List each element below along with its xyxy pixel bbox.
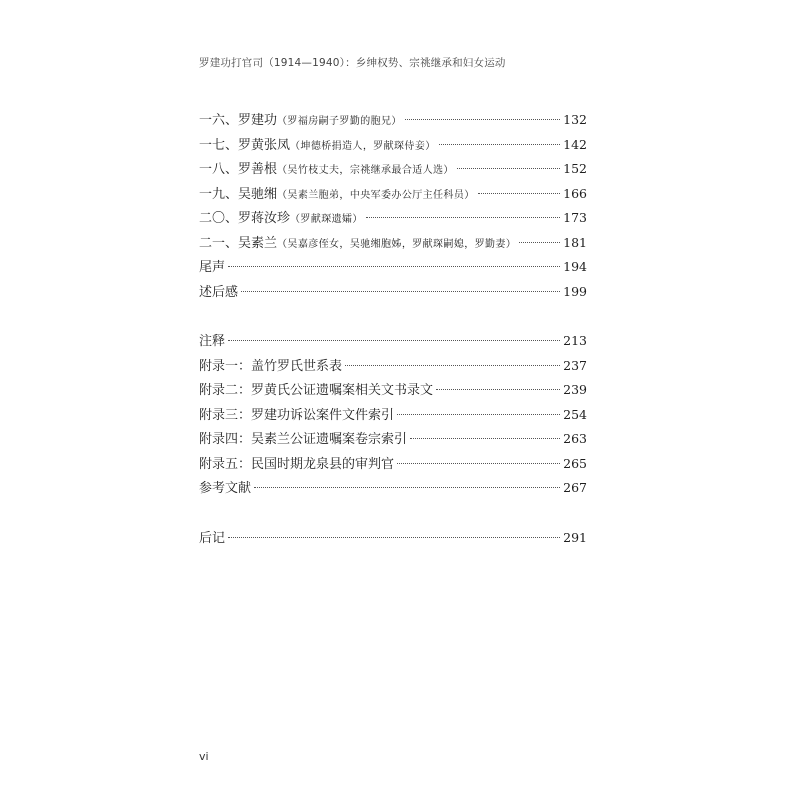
page-number: vi xyxy=(199,750,209,763)
toc-entry-title-text: 附录三：罗建功诉讼案件文件索引 xyxy=(199,407,395,423)
toc-entry-title-text: 尾声 xyxy=(199,260,226,275)
dot-leader xyxy=(228,266,560,267)
toc-entry[interactable] xyxy=(199,206,587,231)
toc-entry-title xyxy=(199,232,516,258)
toc-entry[interactable] xyxy=(199,133,587,158)
toc-entry-page-number: 199 xyxy=(563,283,587,299)
dot-leader xyxy=(228,537,560,538)
dot-leader xyxy=(439,144,561,145)
toc-entry[interactable] xyxy=(199,329,587,354)
toc-entry-subtitle: （吴竹枝丈夫，宗祧继承最合适人选） xyxy=(277,165,454,176)
toc-entry-page-number: 239 xyxy=(563,382,587,397)
toc-entry[interactable] xyxy=(199,255,587,280)
toc-entry-title xyxy=(199,207,363,233)
toc-entry[interactable] xyxy=(199,378,587,403)
toc-section-appendices xyxy=(199,329,587,501)
toc-entry-title-text: 参考文献 xyxy=(199,481,252,496)
toc-entry[interactable] xyxy=(199,182,587,207)
toc-entry-page-number: 254 xyxy=(563,406,587,422)
toc-entry-subtitle: （罗福房嗣子罗勤的胞兄） xyxy=(277,116,402,127)
toc-entry-title-text: 注释 xyxy=(199,334,226,349)
toc-entry-page-number: 173 xyxy=(563,210,587,225)
dot-leader xyxy=(519,242,560,243)
running-header: 罗建功打官司（1914—1940）：乡绅权势、宗祧继承和妇女运动 xyxy=(199,57,506,69)
toc-entry-title xyxy=(199,379,433,404)
toc-entry-subtitle: （罗献琛遗孀） xyxy=(290,214,363,225)
toc-entry-title xyxy=(199,134,436,160)
toc-entry[interactable] xyxy=(199,108,587,133)
toc-entry[interactable] xyxy=(199,476,587,501)
toc-entry-title-text: 附录一：盖竹罗氏世系表 xyxy=(199,358,343,374)
toc-entry-page-number: 263 xyxy=(563,431,587,446)
toc-entry-title xyxy=(199,428,407,453)
toc-entry-page-number: 213 xyxy=(563,333,587,348)
toc-entry-title xyxy=(199,158,454,184)
toc-entry-subtitle: （吴素兰胞弟，中央军委办公厅主任科员） xyxy=(277,189,475,201)
toc-entry-title-text: 一七、罗黄张凤 xyxy=(199,137,291,153)
toc-entry-title-text: 附录二：罗黄氏公证遗嘱案相关文书录文 xyxy=(199,383,434,398)
toc-entry-title-text: 一六、罗建功 xyxy=(199,113,278,128)
toc-entry-title xyxy=(199,477,251,502)
toc-entry-page-number: 166 xyxy=(563,185,587,201)
toc-entry-title xyxy=(199,330,225,355)
toc-entry-title-text: 述后感 xyxy=(199,284,239,300)
toc-entry[interactable] xyxy=(199,280,587,305)
toc-entry-subtitle: （坤德桥捐造人，罗献琛侍妾） xyxy=(290,140,436,152)
dot-leader xyxy=(478,193,561,194)
toc-entry[interactable] xyxy=(199,354,587,379)
toc-entry-title xyxy=(199,109,402,135)
dot-leader xyxy=(410,438,560,439)
toc-entry-title xyxy=(199,355,342,380)
dot-leader xyxy=(405,119,560,120)
dot-leader xyxy=(397,463,560,464)
toc-entry-page-number: 291 xyxy=(563,530,587,545)
toc-entry-title xyxy=(199,527,225,552)
toc-entry-title xyxy=(199,453,394,478)
toc-entry[interactable] xyxy=(199,231,587,256)
toc-entry-page-number: 181 xyxy=(563,234,587,250)
toc-entry-title xyxy=(199,281,238,306)
toc-entry-title xyxy=(199,404,394,429)
toc-entry-title-text: 一八、罗善根 xyxy=(199,162,278,177)
toc-entry[interactable] xyxy=(199,403,587,428)
toc-entry[interactable] xyxy=(199,452,587,477)
toc-entry-page-number: 194 xyxy=(563,259,587,274)
dot-leader xyxy=(366,217,560,218)
toc-entry-title-text: 二一、吴素兰 xyxy=(199,235,278,251)
toc-entry-page-number: 237 xyxy=(563,357,587,373)
dot-leader xyxy=(436,389,560,390)
dot-leader xyxy=(254,487,560,488)
toc-entry-title-text: 一九、吴驰缃 xyxy=(199,186,278,202)
dot-leader xyxy=(241,291,560,292)
toc-section-chapters xyxy=(199,108,587,304)
dot-leader xyxy=(345,365,560,366)
toc-section-postscript xyxy=(199,526,587,551)
toc-entry-title-text: 二〇、罗蒋汝珍 xyxy=(199,211,291,226)
toc-entry-page-number: 142 xyxy=(563,136,587,152)
toc-entry-title-text: 后记 xyxy=(199,531,226,546)
toc-entry-page-number: 267 xyxy=(563,480,587,495)
toc-entry[interactable] xyxy=(199,157,587,182)
toc-entry[interactable] xyxy=(199,526,587,551)
dot-leader xyxy=(228,340,560,341)
toc-entry-title-text: 附录五：民国时期龙泉县的审判官 xyxy=(199,456,395,472)
toc-entry-title xyxy=(199,256,225,281)
toc-entry-page-number: 152 xyxy=(563,161,587,176)
toc-entry[interactable] xyxy=(199,427,587,452)
toc-entry-page-number: 132 xyxy=(563,112,587,127)
toc-entry-title xyxy=(199,183,475,209)
toc-entry-subtitle: （吴嘉彦侄女，吴驰缃胞姊，罗献琛嗣媳，罗勤妻） xyxy=(277,238,517,250)
dot-leader xyxy=(397,414,560,415)
toc-entry-title-text: 附录四：吴素兰公证遗嘱案卷宗索引 xyxy=(199,432,408,447)
toc-entry-page-number: 265 xyxy=(563,455,587,471)
dot-leader xyxy=(457,168,560,169)
